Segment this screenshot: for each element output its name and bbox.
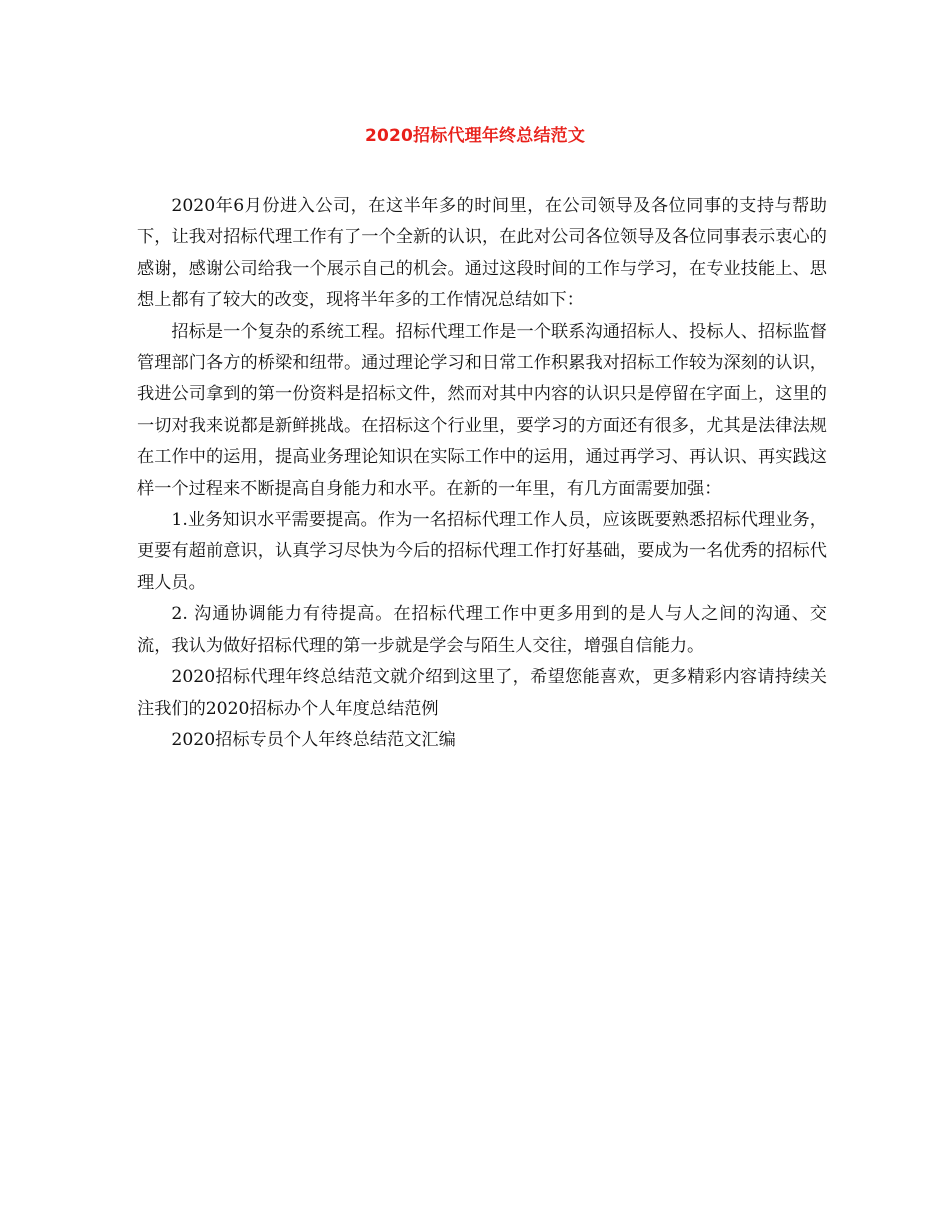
paragraph-intro: 2020年6月份进入公司，在这半年多的时间里，在公司领导及各位同事的支持与帮助下，让我对招标代理工作有了一个全新的认识，在此对公司各位领导及各位同事表示衷心的感谢，感谢公司给我一个展示自己的机会。通过这段时间的工作与学习，在专业技能上、思想上都有了较大的改变，现将半年多的工作情况总结如下： [137, 196, 827, 311]
paragraph-related-title: 2020招标专员个人年终总结范文汇编 [171, 729, 456, 750]
document-body [137, 191, 827, 756]
paragraph-point-2: 2. 沟通协调能力有待提高。在招标代理工作中更多用到的是人与人之间的沟通、交流，我认为做好招标代理的第一步就是学会与陌生人交往，增强自信能力。 [137, 604, 827, 656]
paragraph-closing: 2020招标代理年终总结范文就介绍到这里了，希望您能喜欢，更多精彩内容请持续关注我们的2020招标办个人年度总结范例 [137, 667, 827, 719]
paragraph-bidding-overview: 招标是一个复杂的系统工程。招标代理工作是一个联系沟通招标人、投标人、招标监督管理部门各方的桥梁和纽带。通过理论学习和日常工作积累我对招标工作较为深刻的认识，我进公司拿到的第一份资料是招标文件，然而对其中内容的认识只是停留在字面上，这里的一切对我来说都是新鲜挑战。在招标这个行业里，要学习的方面还有很多，尤其是法律法规在工作中的运用，提高业务理论知识在实际工作中的运用，通过再学习、再认识、再实践这样一个过程来不断提高自身能力和水平。在新的一年里，有几方面需要加强： [137, 321, 827, 499]
document-title: 2020招标代理年终总结范文 [364, 126, 586, 146]
paragraph-point-1: 1.业务知识水平需要提高。作为一名招标代理工作人员，应该既要熟悉招标代理业务，更要有超前意识，认真学习尽快为今后的招标代理工作打好基础，要成为一名优秀的招标代理人员。 [137, 510, 827, 593]
